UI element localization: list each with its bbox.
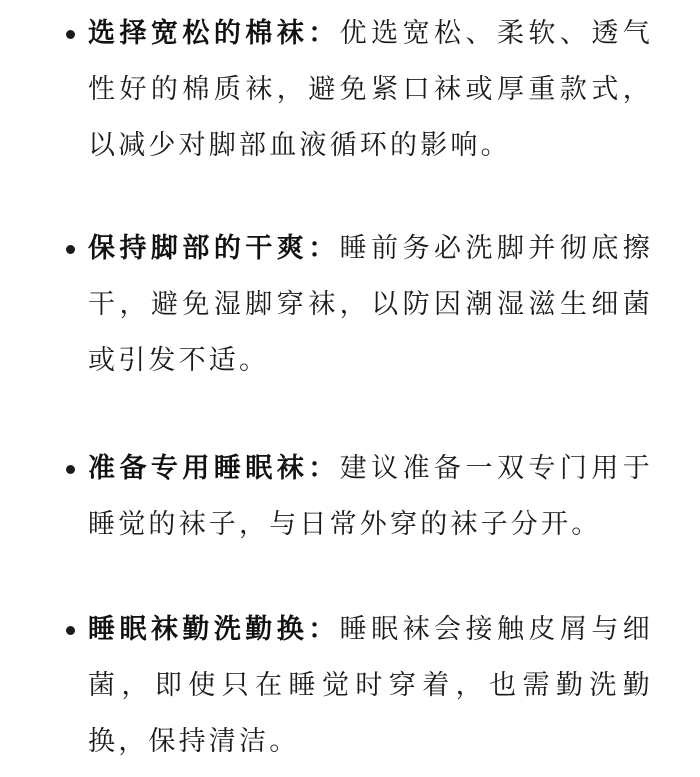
tip-paragraph xyxy=(88,602,653,770)
tip-paragraph xyxy=(88,6,653,174)
tip-title: 选择宽松的棉袜： xyxy=(88,18,340,49)
tip-description: 睡眠袜会接触皮屑与细菌，即使只在睡觉时穿着，也需勤洗勤换，保持清洁。 xyxy=(88,614,653,757)
bullet-dot-icon xyxy=(66,245,75,254)
tip-description: 建议准备一双专门用于睡觉的袜子，与日常外穿的袜子分开。 xyxy=(88,453,653,540)
tip-title: 保持脚部的干爽： xyxy=(88,233,340,264)
tip-item-loose-cotton-socks xyxy=(58,6,653,174)
bullet-dot-icon xyxy=(66,465,75,474)
tip-title: 准备专用睡眠袜： xyxy=(88,453,340,484)
tip-item-dedicated-sleep-socks xyxy=(58,441,653,553)
tip-description: 优选宽松、柔软、透气性好的棉质袜，避免紧口袜或厚重款式，以减少对脚部血液循环的影响。 xyxy=(88,18,653,161)
tip-paragraph xyxy=(88,441,653,553)
tip-item-keep-feet-dry xyxy=(58,221,653,389)
tip-title: 睡眠袜勤洗勤换： xyxy=(88,614,340,645)
tip-item-wash-frequently xyxy=(58,602,653,770)
bullet-dot-icon xyxy=(66,626,75,635)
tip-paragraph xyxy=(88,221,653,389)
tip-description: 睡前务必洗脚并彻底擦干，避免湿脚穿袜，以防因潮湿滋生细菌或引发不适。 xyxy=(88,233,653,376)
bullet-dot-icon xyxy=(66,30,75,39)
